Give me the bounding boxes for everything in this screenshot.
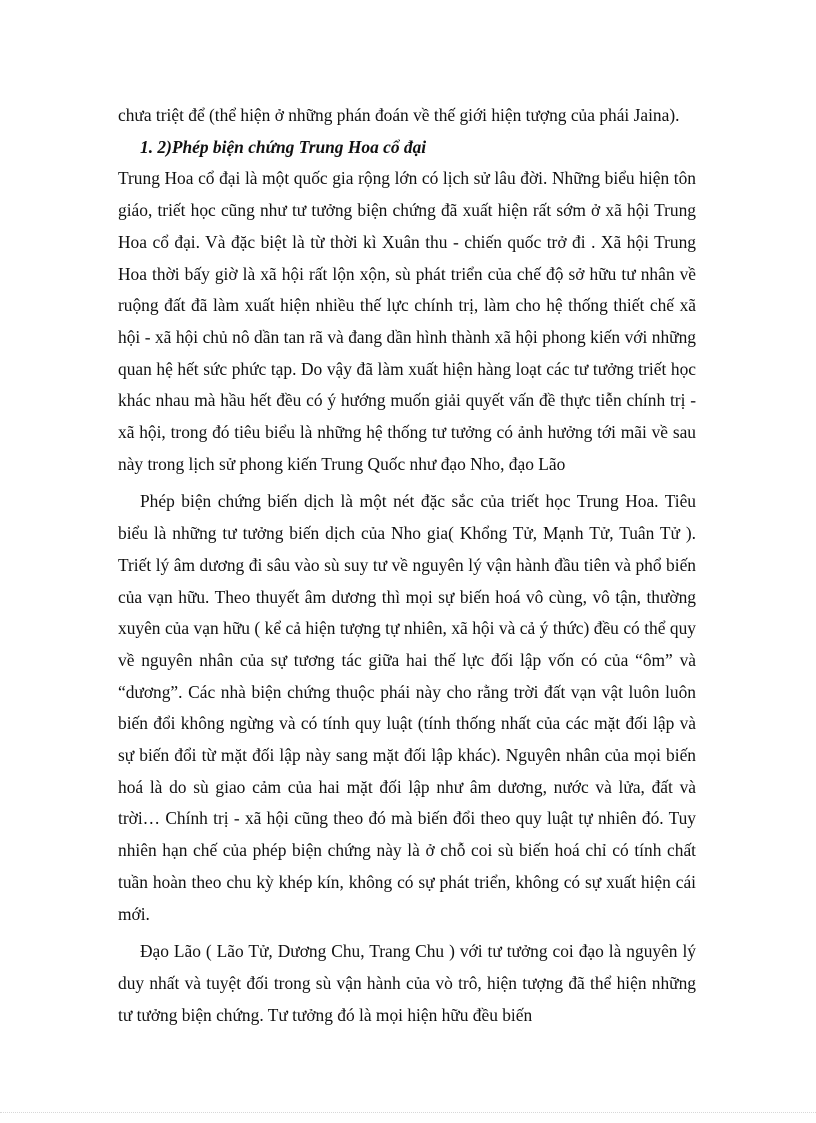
section-heading: 1. 2)Phép biện chứng Trung Hoa cổ đại <box>140 136 427 157</box>
paragraph-bien-dich: Phép biện chứng biến dịch là một nét đặc sắc của triết học Trung Hoa. Tiêu biểu là những tư tưởng biến dịch của Nho gia( Khổng Tử, Mạnh Tử, Tuân Tử ). Triết lý âm dương đi sâu vào sù suy tư về nguyên lý vận hành đầu tiên và phổ biến của vạn hữu. Theo thuyết âm dương thì mọi sự biến hoá vô cùng, vô tận, thường xuyên của vạn hữu ( kể cả hiện tượng tự nhiên, xã hội và cả ý thức) đều có thể quy về nguyên nhân của sự tương tác giữa hai thế lực đối lập vốn có của “ôm” và “dương”. Các nhà biện chứng thuộc phái này cho rằng trời đất vạn vật luôn luôn biến đổi không ngừng và có tính quy luật (tính thống nhất của các mặt đối lập và sự biến đổi từ mặt đối lập này sang mặt đối lập khác). Nguyên nhân của mọi biến hoá là do sù giao cảm của hai mặt đối lập như âm dương, nước và lửa, đất và trời… Chính trị - xã hội cũng theo đó mà biến đổi theo quy luật tự nhiên đó. Tuy nhiên hạn chế của phép biện chứng này là ở chỗ coi sù biến hoá chỉ có tính chất tuần hoàn theo chu kỳ khép kín, không có sự phát triển, không có sự xuất hiện cái mới. <box>118 491 696 924</box>
paragraph-dao-lao: Đạo Lão ( Lão Tử, Dương Chu, Trang Chu ) với tư tưởng coi đạo là nguyên lý duy nhất và tuyệt đối trong sù vận hành của vò trô, hiện tượng đã thể hiện những tư tưởng biện chứng. Tư tưởng đó là mọi hiện hữu đều biến <box>118 941 696 1025</box>
document-body <box>118 100 696 1031</box>
paragraph-continuation: chưa triệt để (thể hiện ở những phán đoán về thế giới hiện tượng của phái Jaina). <box>118 105 680 125</box>
page-bottom-divider <box>0 1112 816 1113</box>
paragraph-chinese-dialectics-intro: Trung Hoa cổ đại là một quốc gia rộng lớn có lịch sử lâu đời. Những biểu hiện tôn giáo, triết học cũng như tư tưởng biện chứng đã xuất hiện rất sớm ở xã hội Trung Hoa cổ đại. Và đặc biệt là từ thời kì Xuân thu - chiến quốc trở đi . Xã hội Trung Hoa thời bấy giờ là xã hội rất lộn xộn, sù phát triển của chế độ sở hữu tư nhân về ruộng đất đã làm xuất hiện nhiều thế lực chính trị, làm cho hệ thống thiết chế xã hội - xã hội chủ nô dần tan rã và đang dần hình thành xã hội phong kiến với những quan hệ hết sức phức tạp. Do vậy đã làm xuất hiện hàng loạt các tư tưởng triết học khác nhau mà hầu hết đều có ý hướng muốn giải quyết vấn đề thực tiễn chính trị - xã hội, trong đó tiêu biểu là những hệ thống tư tưởng có ảnh hưởng tới mãi về sau này trong lịch sử phong kiến Trung Quốc như đạo Nho, đạo Lão <box>118 168 696 474</box>
